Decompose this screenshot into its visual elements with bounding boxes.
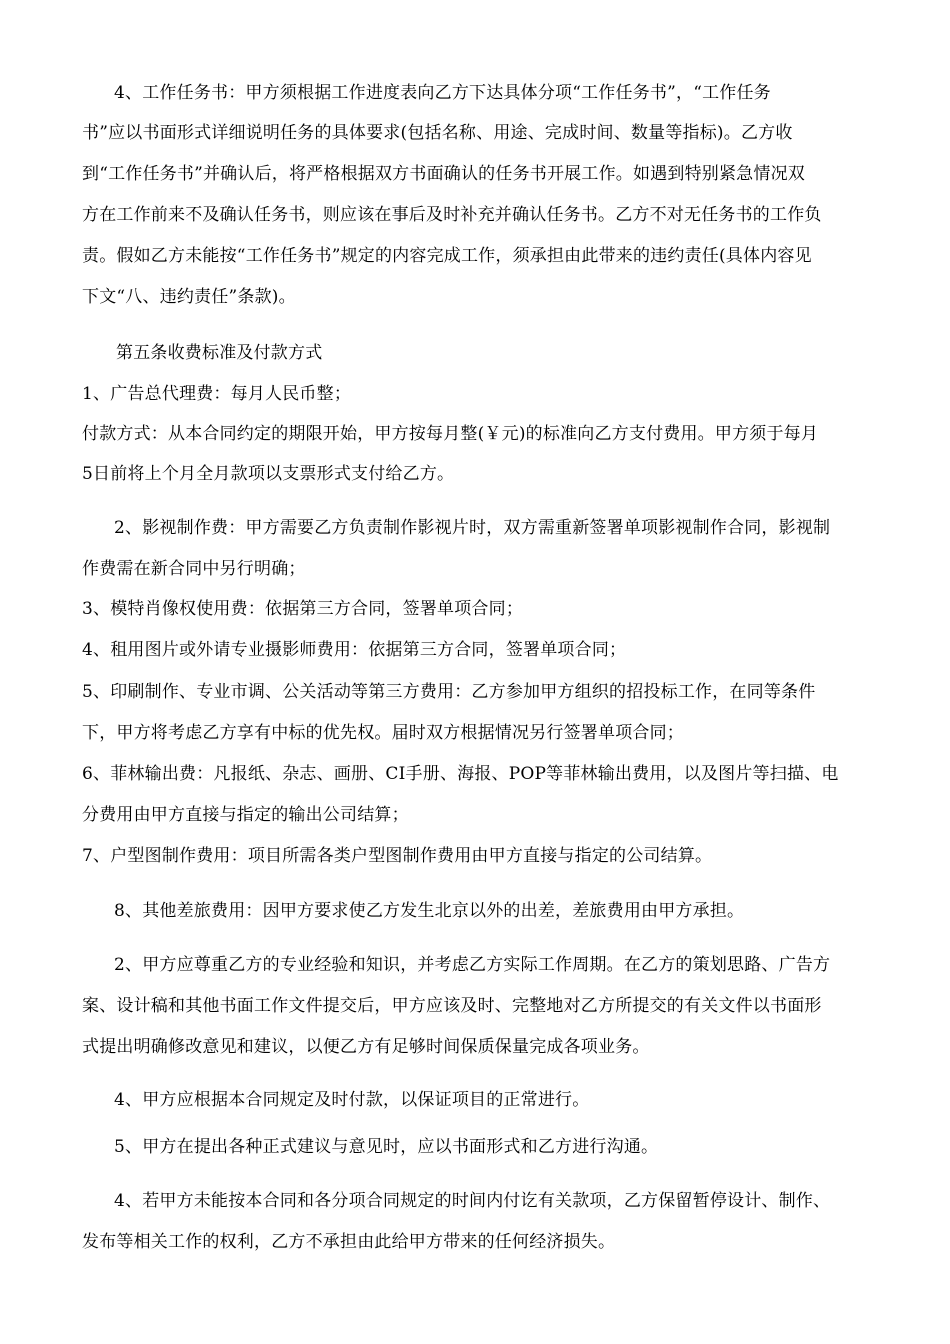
paragraph-line: 2、影视制作费：甲方需要乙方负责制作影视片时，双方需重新签署单项影视制作合同，影视制	[114, 518, 831, 538]
paragraph-line: 1、广告总代理费：每月人民币整；	[82, 384, 352, 404]
paragraph-line: 2、甲方应尊重乙方的专业经验和知识，并考虑乙方实际工作周期。在乙方的策划思路、广告方	[114, 955, 831, 975]
paragraph-line: 发布等相关工作的权利，乙方不承担由此给甲方带来的任何经济损失。	[82, 1232, 616, 1252]
paragraph-line: 6、菲林输出费：凡报纸、杂志、画册、CI手册、海报、POP等菲林输出费用，以及图片等扫描、电	[82, 764, 839, 784]
paragraph-line: 书”应以书面形式详细说明任务的具体要求(包括名称、用途、完成时间、数量等指标)。乙方收	[82, 123, 793, 143]
paragraph-line: 8、其他差旅费用：因甲方要求使乙方发生北京以外的出差，差旅费用由甲方承担。	[114, 901, 745, 921]
paragraph-line: 方在工作前来不及确认任务书，则应该在事后及时补充并确认任务书。乙方不对无任务书的工作负	[82, 205, 822, 225]
paragraph-line: 4、租用图片或外请专业摄影师费用：依据第三方合同，签署单项合同；	[82, 640, 627, 660]
paragraph-line: 5、印刷制作、专业市调、公关活动等第三方费用：乙方参加甲方组织的招投标工作，在同等条件	[82, 682, 816, 702]
paragraph-line: 5日前将上个月全月款项以支票形式支付给乙方。	[82, 464, 455, 484]
paragraph-line: 7、户型图制作费用：项目所需各类户型图制作费用由甲方直接与指定的公司结算。	[82, 846, 713, 866]
paragraph-line: 付款方式：从本合同约定的期限开始，甲方按每月整(￥元)的标准向乙方支付费用。甲方须于每月	[82, 424, 819, 444]
paragraph-line: 3、模特肖像权使用费：依据第三方合同，签署单项合同；	[82, 599, 524, 619]
paragraph-line: 下文“八、违约责任”条款)。	[82, 287, 296, 307]
paragraph-line: 4、若甲方未能按本合同和各分项合同规定的时间内付讫有关款项，乙方保留暂停设计、制作、	[114, 1191, 831, 1211]
paragraph-line: 作费需在新合同中另行明确；	[82, 559, 306, 579]
paragraph-line: 下，甲方将考虑乙方享有中标的优先权。届时双方根据情况另行签署单项合同；	[82, 723, 684, 743]
paragraph-line: 分费用由甲方直接与指定的输出公司结算；	[82, 805, 409, 825]
paragraph-line: 到“工作任务书”并确认后，将严格根据双方书面确认的任务书开展工作。如遇到特别紧急情况双	[82, 164, 805, 184]
paragraph-line: 4、甲方应根据本合同规定及时付款，以保证项目的正常进行。	[114, 1090, 590, 1110]
paragraph-line: 5、甲方在提出各种正式建议与意见时，应以书面形式和乙方进行沟通。	[114, 1137, 659, 1157]
paragraph-line: 式提出明确修改意见和建议，以便乙方有足够时间保质保量完成各项业务。	[82, 1037, 650, 1057]
section-heading: 第五条收费标准及付款方式	[116, 343, 323, 363]
paragraph-line: 责。假如乙方未能按“工作任务书”规定的内容完成工作，须承担由此带来的违约责任(具体内容见	[82, 246, 812, 266]
paragraph-line: 4、工作任务书：甲方须根据工作进度表向乙方下达具体分项“工作任务书”，“工作任务	[114, 83, 771, 103]
paragraph-line: 案、设计稿和其他书面工作文件提交后，甲方应该及时、完整地对乙方所提交的有关文件以书面形	[82, 996, 822, 1016]
